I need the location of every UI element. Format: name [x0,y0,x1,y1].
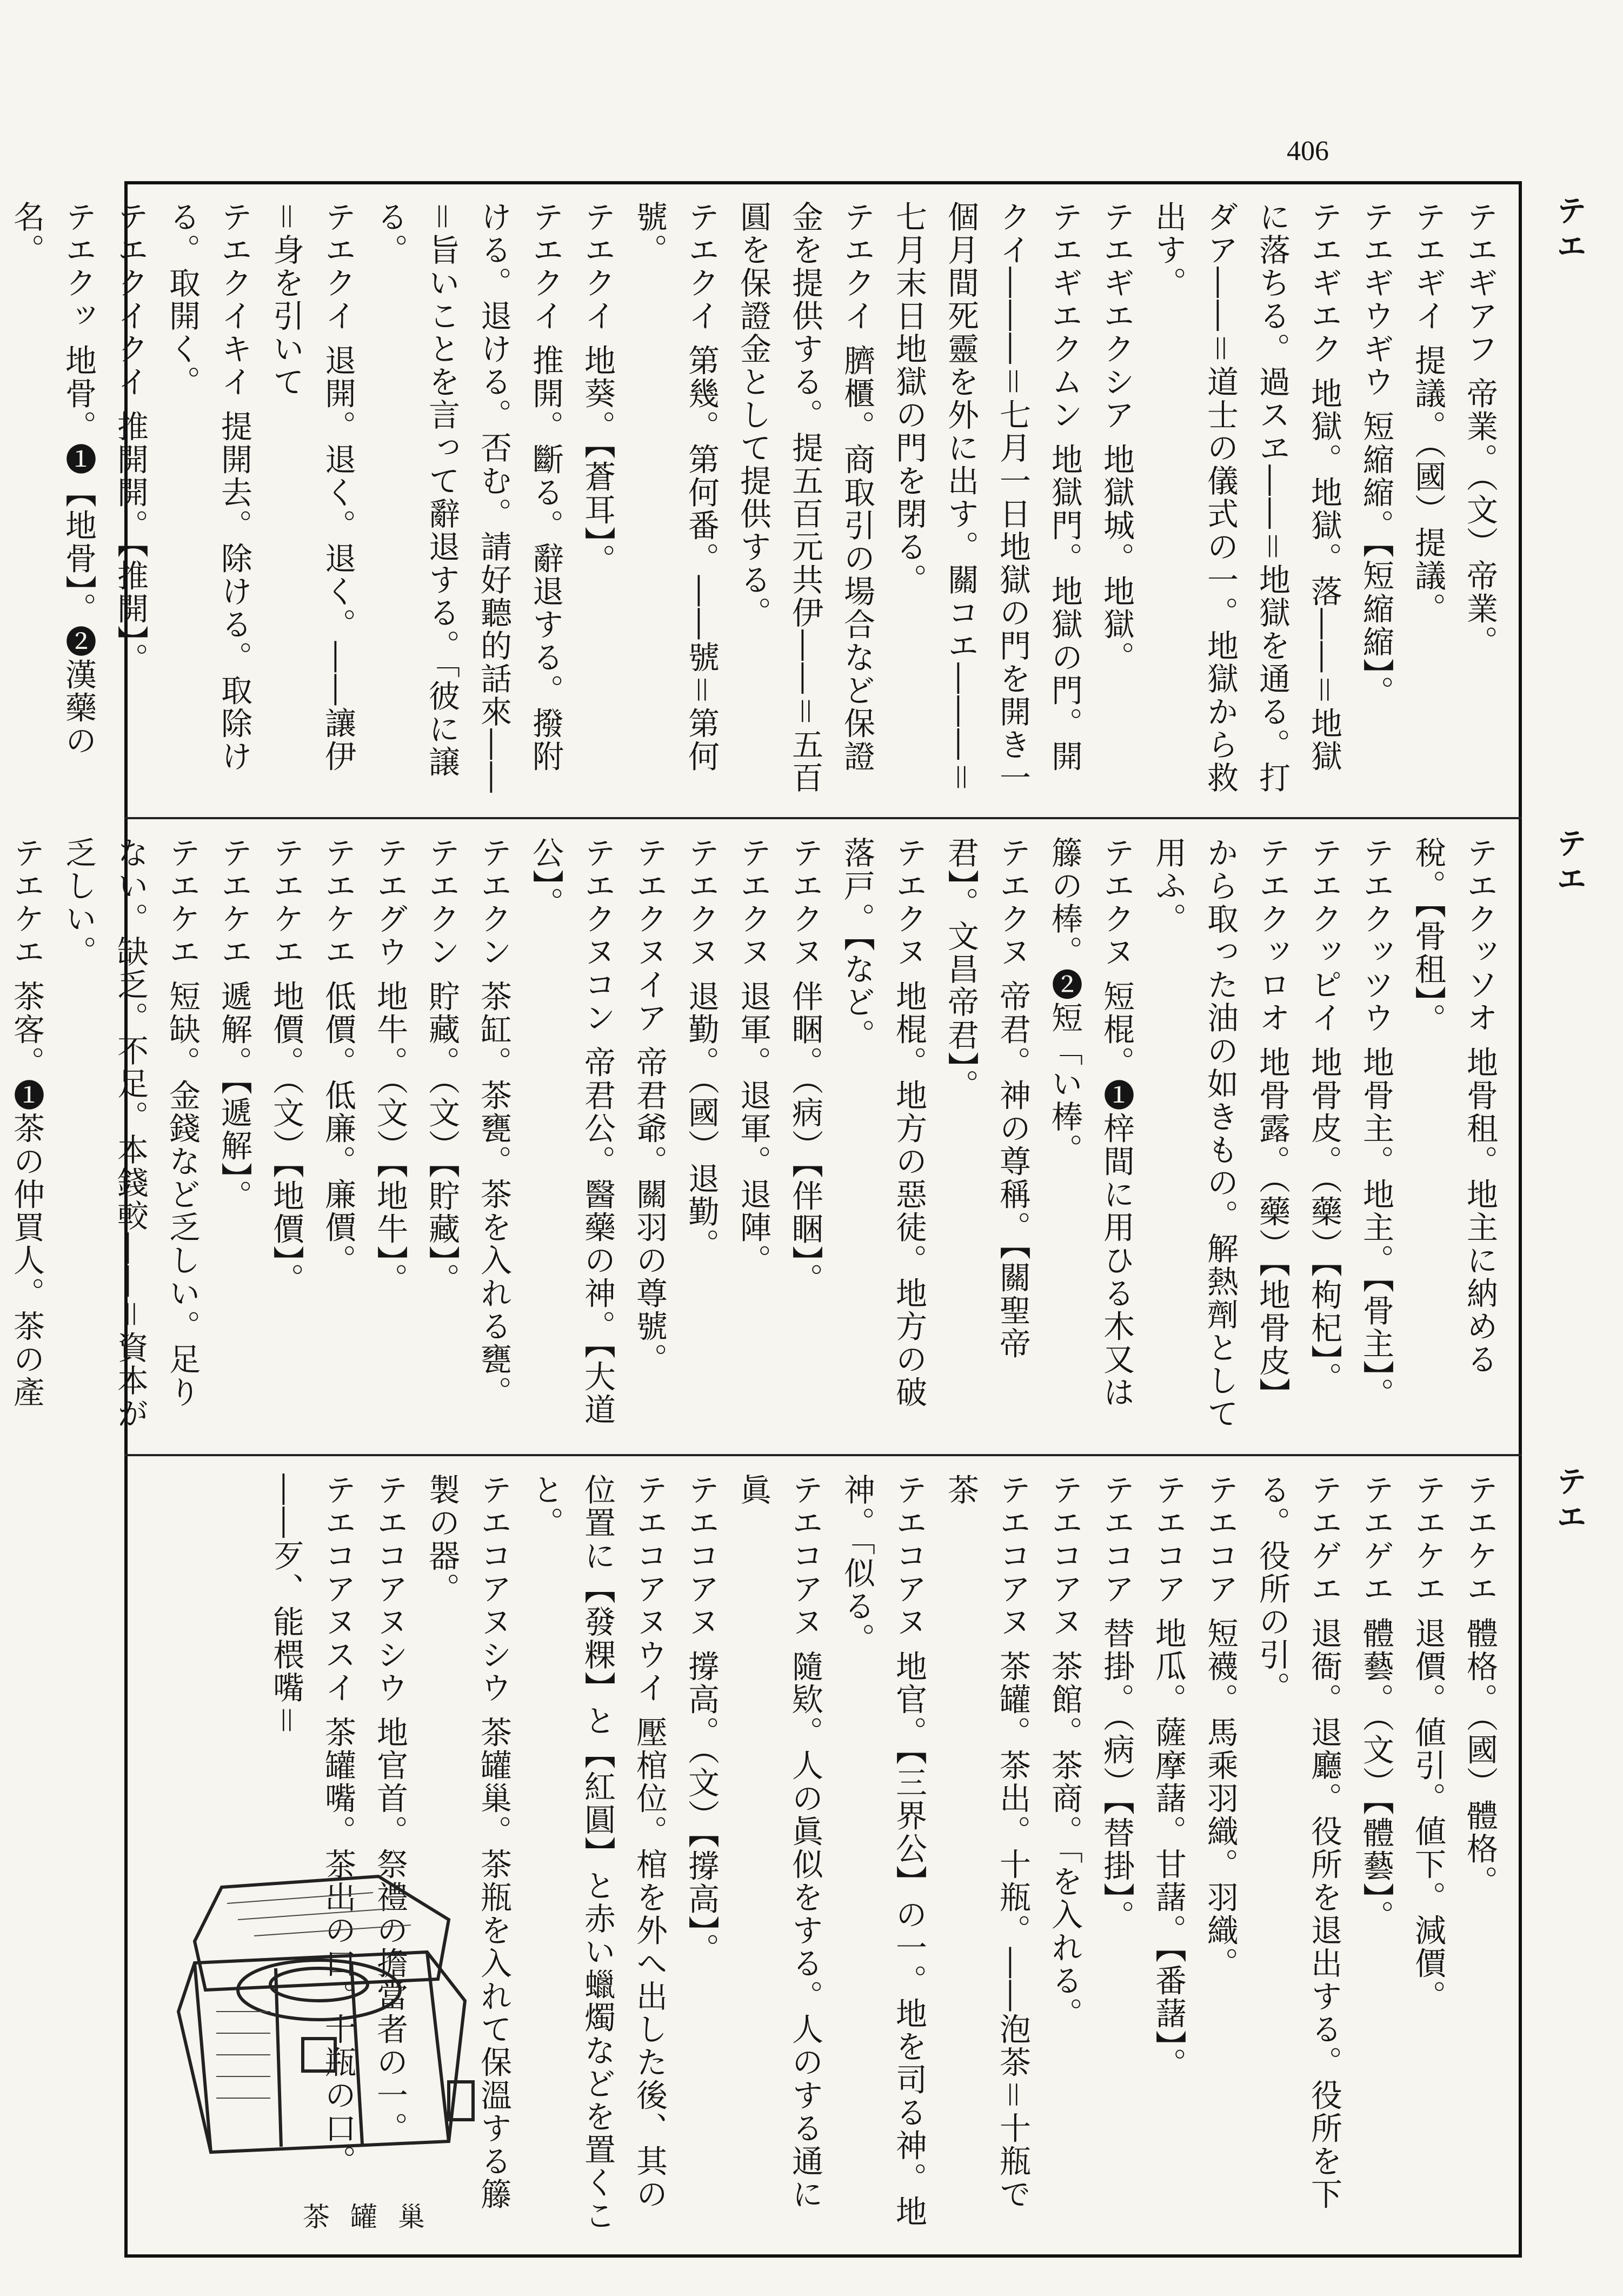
middle-section [8,820,1522,1454]
dictionary-entry: テエケエ 短缺。金錢など乏しい。足りない。缺乏。不足。本錢較――＝資本が乏しい。 [60,837,201,1431]
dictionary-entry: テエコアヌ 撐高。（文）【撐高】。 [683,1474,720,1966]
dictionary-entry: テエコアヌシウ 茶罐巢。茶瓶を入れて保溫する籐製の器。 [423,1474,512,2211]
dictionary-entry: テエケエ 退價。値引。値下。減價。 [1409,1474,1446,2013]
dictionary-entry: テエクヌイア 帝君爺。關羽の尊號。 [631,837,668,1376]
dictionary-entry: テエクヌ 地棍。地方の惡徒。地方の破落戸。【など。 [839,837,927,1409]
dictionary-entry: テエクッピイ 地骨皮。（藥）【枸杞】。 [1306,837,1342,1395]
dictionary-entry: テエクイ 第幾。第何番。――號＝第何號。 [631,201,720,773]
dictionary-entry: テエクヌ 退軍。退軍。退陣。 [735,837,771,1277]
dictionary-entry: テエコアヌウイ 壓棺位。棺を外へ出した後、其の位置に【發粿】と【紅圓】と赤い蠟燭などを置くこと。 [527,1474,668,2232]
dictionary-entry: テエギエクシア 地獄城。地獄。 [1098,201,1135,674]
dictionary-entry: テエコアヌ 茶館。茶商。「を入れる。 [1046,1474,1083,2030]
dictionary-entry: テエコア 替掛。（病）【替掛】。 [1098,1474,1135,1933]
dictionary-entry: テエクイキイ 提開去。除ける。取除ける。取開く。 [164,201,252,773]
dictionary-entry: テエコアヌ 隨欵。人の眞似をする。人のする通に眞 [735,1474,823,2211]
dictionary-entry: テエケエ 茶客。❶茶の仲買人。茶の產 [8,837,45,1409]
dictionary-entry: テエクイ 臍櫃。商取引の場合など保證金を提供する。提五百元共伊――＝五百圓を保證金として提供する。 [735,201,875,795]
entry-columns [8,837,1506,1438]
dictionary-entry: テエクイクイ 推開開。【推開】。 [112,201,149,676]
dictionary-entry: テエクヌ 伴睏。（病）【伴睏】。 [787,837,823,1296]
dictionary-entry: テエギエクムン 地獄門。地獄の門。開クイ―――＝七月一日地獄の門を開き一個月間死靈を外に出す。關コエ―――＝七月末日地獄の門を閉る。 [890,201,1083,795]
section-divider [124,1454,1522,1456]
dictionary-entry: テエコアヌ 地官。【三界公】の一。地を司る神。地神。「似る。 [839,1474,927,2228]
dictionary-entry: テエクイ 推開。斷る。辭退する。撥附ける。退ける。否む。請好聽的話來――＝旨いことを言って辭退する。「彼に譲る。 [371,201,564,794]
tea-basket-illustration [146,1709,481,2195]
section-divider [124,817,1522,819]
illustration-caption: 茶罐巢 [303,2201,445,2233]
dictionary-entry: テエゲエ 體藝。（文）【體藝】。 [1358,1474,1394,1933]
dictionary-entry: テエクイ 退開。退く。退く。――讓伊＝身を引いて [268,201,356,773]
dictionary-entry: テエギエク 地獄。地獄。落――＝地獄に落ちる。過スヱ――＝地獄を通る。打ダア――＝道士の儀式の一。地獄から救出す。 [1150,201,1342,795]
section-header: テエ [1552,827,1587,899]
dictionary-entry: テエクッロオ 地骨露。（藥）【地骨皮】から取った油の如きもの。解熱劑として用ふ。 [1150,837,1291,1430]
dictionary-entry [0,201,1,801]
dictionary-entry: テエケエ 體格。（國）體格。 [1461,1474,1498,1899]
dictionary-entry: テエクン 茶缸。茶甕。茶を入れる甕。 [475,837,512,1409]
dictionary-entry: テエケエ 低價。低廉。廉價。 [320,837,356,1277]
dictionary-entry: テエクヌ 短棍。❶梓間に用ひる木又は籐の棒。❷短「い棒。 [1046,837,1135,1409]
dictionary-entry: テエクン 貯藏。（文）【貯藏】。 [423,837,460,1296]
dictionary-entry: テエギアフ 帝業。（文）帝業。 [1461,201,1498,659]
entry-columns [8,201,1506,801]
dictionary-entry: テエケエ 遞解。【遞解】。 [216,837,252,1213]
page-number: 406 [1287,136,1329,167]
section-header: テエ [1552,195,1587,266]
dictionary-entry: テエゲエ 退衙。退廳。役所を退出する。役所を下る。役所の引。 [1254,1474,1342,2211]
dictionary-entry: テエギウギウ 短縮縮。【短縮縮】。 [1358,201,1394,709]
dictionary-entry: テエグウ 地牛。（文）【地牛】。 [371,837,408,1296]
section-header: テエ [1552,1465,1587,1537]
dictionary-entry: テエコアヌシウ 地官首。祭禮の擔當者の一。 [371,1474,408,2145]
dictionary-entry: テエコア 短襪。馬乘羽織。羽織。 [1202,1474,1239,1980]
dictionary-entry: テエケエ 地價。（文）【地價】。 [268,837,304,1296]
dictionary-entry: テエクヌ 退勤。（國）退勤。 [683,837,720,1262]
dictionary-entry: テエクッツウ 地骨主。地主。【骨主】。 [1358,837,1394,1411]
dictionary-entry: テエコア 地瓜。薩摩藷。甘藷。【番藷】。 [1150,1474,1187,2081]
dictionary-entry: テエクッソオ 地骨租。地主に納める稅。【骨租】。 [1409,837,1498,1376]
entry-columns [268,1474,1506,2238]
top-section [8,184,1522,817]
dictionary-entry: テエクヌ 帝君。神の尊稱。【關聖帝君】。文昌帝君】。 [942,837,1031,1361]
dictionary-entry: テエクッ 地骨。❶【地骨】。❷漢藥の名。 [8,201,97,758]
dictionary-entry: テエクイ 地葵。【蒼耳】。 [579,201,616,577]
dictionary-entry: テエコアヌ 茶罐。茶出。十瓶。――泡茶＝十瓶で茶 [942,1474,1031,2211]
dictionary-entry: テエコアヌスイ 茶罐嘴。茶出の口。十瓶の口。――歹、能椳嘴＝ [268,1474,356,2178]
dictionary-entry: テエギイ 提議。（國）提議。 [1409,201,1446,626]
dictionary-entry: テエクヌコン 帝君公。醫藥の神。【大道公】。 [527,837,616,1426]
